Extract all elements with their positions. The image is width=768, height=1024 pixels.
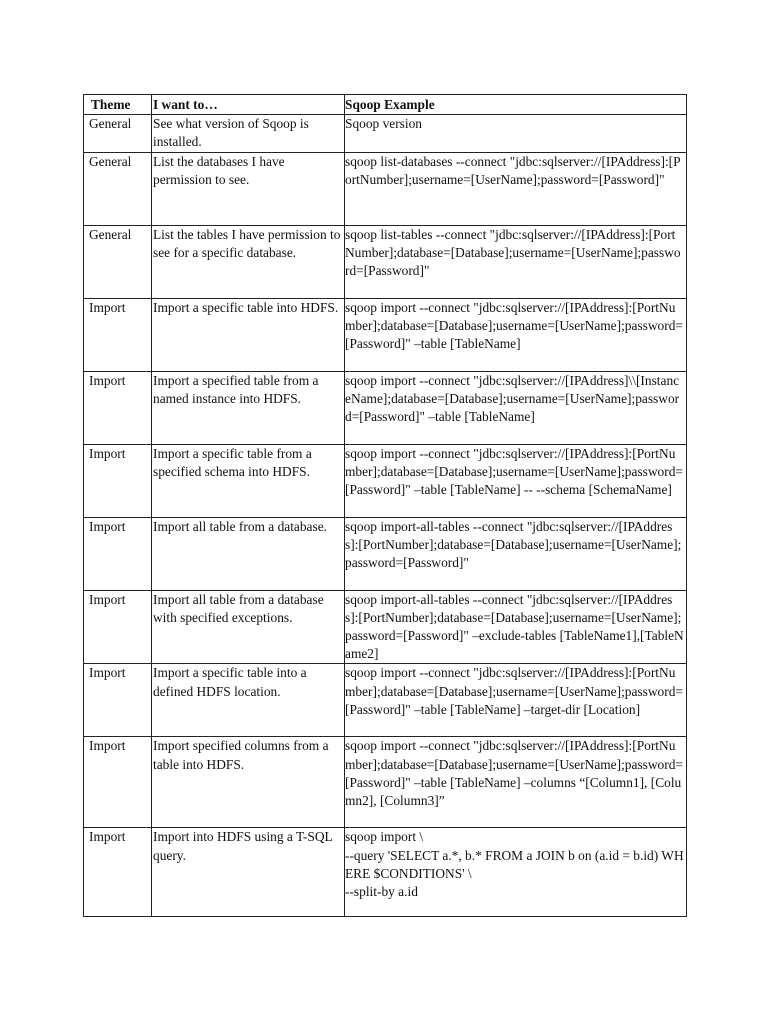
cell-want-text: Import a specific table from a specified schema into HDFS. [153,445,316,479]
cell-example [345,444,687,517]
table-row [84,664,687,737]
cell-want [152,225,345,298]
cell-want-text: Import into HDFS using a T-SQL query. [153,829,336,863]
cell-theme-text: General [89,116,132,132]
cell-example [345,737,687,828]
table-row [84,371,687,444]
cell-example-text: sqoop import-all-tables --connect "jdbc:sqlserver://[IPAddress]:[PortNumber];database=[Database];username=[UserName];password=[Password]" [345,518,682,571]
cell-theme [84,115,152,152]
cell-example [345,664,687,737]
cell-example-text: sqoop import --connect "jdbc:sqlserver://[IPAddress]:[PortNumber];database=[Database];username=[UserName];password=[Password]" –table [TableName] -- --schema [SchemaName] [345,445,683,498]
cell-want [152,152,345,225]
cell-theme [84,152,152,225]
cell-example [345,152,687,225]
table-header-row [84,95,687,115]
header-theme: Theme [84,95,152,115]
cell-example-text: sqoop import --connect "jdbc:sqlserver://[IPAddress]\\[InstanceName];database=[Database];username=[UserName];password=[Password]" –table [TableName] [345,372,680,425]
table-row [84,828,687,917]
cell-want [152,517,345,590]
cell-want [152,371,345,444]
cell-want [152,664,345,737]
cell-want-text: Import a specific table into HDFS. [153,299,339,315]
cell-example-text: sqoop list-databases --connect "jdbc:sqlserver://[IPAddress]:[PortNumber];username=[UserName];password=[Password]" [345,153,681,187]
cell-want-text: List the databases I have permission to see. [153,153,288,187]
cell-theme-text: Import [89,591,126,607]
table-row [84,115,687,152]
cell-theme-text: Import [89,829,126,845]
cell-want-text: Import a specified table from a named instance into HDFS. [153,372,322,406]
sqoop-reference-table [83,94,687,917]
cell-want-text: List the tables I have permission to see for a specific database. [153,226,344,260]
cell-theme-text: Import [89,738,126,754]
header-sqoop-example: Sqoop Example [345,95,687,115]
table-row [84,737,687,828]
cell-theme [84,737,152,828]
cell-theme-text: General [89,153,132,169]
cell-want [152,298,345,371]
table-row [84,444,687,517]
cell-example-text: sqoop import-all-tables --connect "jdbc:sqlserver://[IPAddress]:[PortNumber];database=[Database];username=[UserName];password=[Password]" –exclude-tables [TableName1],[TableName2] [345,591,684,662]
cell-example-text: sqoop import --connect "jdbc:sqlserver://[IPAddress]:[PortNumber];database=[Database];username=[UserName];password=[Password]" –table [TableName] –target-dir [Location] [345,665,683,717]
cell-theme [84,828,152,917]
cell-theme [84,371,152,444]
cell-example [345,115,687,152]
cell-theme [84,590,152,664]
cell-theme-text: Import [89,518,126,534]
cell-example [345,590,687,664]
cell-example-text: Sqoop version [345,116,422,132]
cell-theme [84,444,152,517]
cell-example [345,225,687,298]
table-row [84,298,687,371]
cell-want-text: Import specified columns from a table into HDFS. [153,738,332,772]
cell-example-text: sqoop import \ --query 'SELECT a.*, b.* FROM a JOIN b on (a.id = b.id) WHERE $CONDITIONS' \ --split-by a.id [345,829,684,900]
cell-theme-text: General [89,226,132,242]
cell-example-text: sqoop list-tables --connect "jdbc:sqlserver://[IPAddress]:[PortNumber];database=[Database];username=[UserName];password=[Password]" [345,226,681,279]
cell-theme-text: Import [89,445,126,461]
cell-theme-text: Import [89,299,126,315]
cell-want [152,115,345,152]
cell-theme-text: Import [89,372,126,388]
table-row [84,517,687,590]
cell-theme [84,225,152,298]
cell-example-text: sqoop import --connect "jdbc:sqlserver://[IPAddress]:[PortNumber];database=[Database];username=[UserName];password=[Password]" –table [TableName] [345,299,683,352]
cell-want [152,590,345,664]
cell-want-text: Import all table from a database. [153,518,328,534]
cell-want [152,444,345,517]
cell-example [345,828,687,917]
cell-theme-text: Import [89,665,126,681]
table-row [84,225,687,298]
cell-want [152,828,345,917]
cell-example [345,298,687,371]
cell-theme [84,517,152,590]
table-row [84,152,687,225]
cell-theme [84,664,152,737]
cell-want-text: Import a specific table into a defined HDFS location. [153,665,310,699]
cell-example-text: sqoop import --connect "jdbc:sqlserver://[IPAddress]:[PortNumber];database=[Database];username=[UserName];password=[Password]" –table [TableName] –columns “[Column1], [Column2], [Column3]” [345,738,683,809]
cell-example [345,517,687,590]
cell-want-text: See what version of Sqoop is installed. [153,116,313,150]
table-row [84,590,687,664]
cell-example [345,371,687,444]
cell-want-text: Import all table from a database with specified exceptions. [153,591,328,625]
header-i-want-to: I want to… [152,95,345,115]
cell-want [152,737,345,828]
cell-theme [84,298,152,371]
